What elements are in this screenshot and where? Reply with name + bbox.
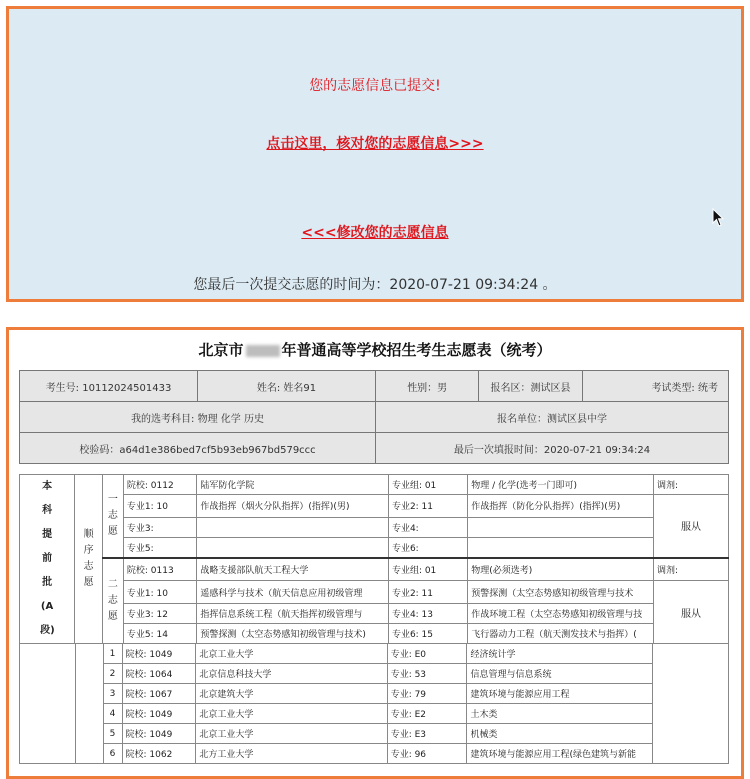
ordered-row2-major-name: 信息管理与信息系统 — [467, 664, 653, 684]
ordered-order-cell — [75, 644, 103, 764]
choice2-major5-code: 专业5: 14 — [123, 624, 197, 644]
ordered-row1-number: 1 — [103, 644, 122, 664]
choice1-college-name: 陆军防化学院 — [197, 475, 389, 495]
last-submit-time: 您最后一次提交志愿的时间为：2020-07-21 09:34:24 。 — [193, 277, 557, 293]
ordered-row4-major-code: 专业: E2 — [387, 704, 467, 724]
choice2-group-name: 物理(必须选考) — [468, 558, 654, 581]
choice1-major2-name: 作战指挥（防化分队指挥）(指挥)(男) — [468, 495, 654, 518]
choice1-major5-name — [197, 537, 389, 558]
ordered-row5-number: 5 — [103, 724, 122, 744]
ordered-row2-number: 2 — [103, 664, 122, 684]
ordered-row3-major-code: 专业: 79 — [387, 684, 467, 704]
choice2-major6-code: 专业6: 15 — [388, 624, 467, 644]
check-volunteer-link[interactable]: 点击这里，核对您的志愿信息>>> — [266, 136, 484, 152]
choice2-major5-name: 预警探测（太空态势感知初级管理与技术) — [197, 624, 389, 644]
ordered-row3-number: 3 — [103, 684, 122, 704]
batch-label: 本科提前批(A段) — [40, 481, 55, 636]
choice2-major1-code: 专业1: 10 — [123, 581, 197, 604]
choice1-major5-code: 专业5: — [123, 537, 197, 558]
choice1-label: 一志愿 — [107, 493, 118, 537]
choice1-major4-code: 专业4: — [388, 517, 467, 537]
choice2-major6-name: 飞行器动力工程（航天测发技术与指挥）( — [468, 624, 654, 644]
choice1-major4-name — [468, 517, 654, 537]
ordered-row1-college-code: 院校: 1049 — [122, 644, 196, 664]
order-label: 顺序志愿 — [83, 529, 94, 588]
last-fill-time: 最后一次填报时间：2020-07-21 09:34:24 — [376, 433, 729, 464]
ordered-row2-college-name: 北京信息科技大学 — [196, 664, 387, 684]
ordered-batch-cell — [20, 644, 76, 764]
form-title-prefix: 北京市 — [198, 341, 244, 359]
ordered-row1-major-code: 专业: E0 — [387, 644, 467, 664]
form-title — [9, 339, 741, 360]
school: 报名单位：测试区县中学 — [376, 402, 729, 433]
gender: 性别：男 — [376, 371, 479, 402]
ordered-row3-college-code: 院校: 1067 — [122, 684, 196, 704]
ordered-row6-college-code: 院校: 1062 — [122, 744, 196, 764]
submit-status-panel — [6, 6, 744, 302]
ordered-row5-college-code: 院校: 1049 — [122, 724, 196, 744]
submitted-message: 您的志愿信息已提交! — [309, 78, 441, 94]
ordered-row6-major-code: 专业: 96 — [387, 744, 467, 764]
choice2-major4-name: 作战环境工程（太空态势感知初级管理与技 — [468, 604, 654, 624]
exam-number: 考生号: 10112024501433 — [20, 371, 198, 402]
student-name: 姓名: 姓名91 — [198, 371, 376, 402]
blurred-year — [246, 345, 280, 357]
ordered-row1-major-name: 经济统计学 — [467, 644, 653, 664]
choice1-major6-name — [468, 537, 654, 558]
ordered-row4-number: 4 — [103, 704, 122, 724]
mouse-cursor-icon — [712, 208, 726, 228]
choice1-college-code: 院校: 0112 — [123, 475, 197, 495]
ordered-row4-college-code: 院校: 1049 — [122, 704, 196, 724]
order-label-cell — [75, 475, 103, 644]
choice2-major3-code: 专业3: 12 — [123, 604, 197, 624]
ordered-row6-number: 6 — [103, 744, 122, 764]
choice1-major3-name — [197, 517, 389, 537]
choice2-major2-name: 预警探测（太空态势感知初级管理与技术 — [468, 581, 654, 604]
batch-label-cell — [20, 475, 75, 644]
district: 报名区：测试区县 — [479, 371, 582, 402]
choice2-label: 二志愿 — [107, 578, 118, 622]
ordered-row5-major-name: 机械类 — [467, 724, 653, 744]
ordered-row1-college-name: 北京工业大学 — [196, 644, 387, 664]
choice1-group-name: 物理 / 化学(选考一门即可) — [468, 475, 654, 495]
choice1-label-cell — [102, 475, 123, 558]
choice1-major1-name: 作战指挥（烟火分队指挥）(指挥)(男) — [197, 495, 389, 518]
choice1-major1-code: 专业1: 10 — [123, 495, 197, 518]
choice2-major2-code: 专业2: 11 — [388, 581, 467, 604]
ordered-row5-college-name: 北京工业大学 — [196, 724, 387, 744]
student-info-table — [19, 370, 729, 464]
form-title-suffix: 年普通高等学校招生考生志愿表（统考） — [281, 341, 552, 359]
choice2-major3-name: 指挥信息系统工程（航天指挥初级管理与 — [197, 604, 389, 624]
ordered-row4-major-name: 土木类 — [467, 704, 653, 724]
ordered-row4-college-name: 北京工业大学 — [196, 704, 387, 724]
choice1-obey: 服从 — [654, 495, 729, 558]
exam-type: 考试类型: 统考 — [582, 371, 728, 402]
checksum: 校验码：a64d1e386bed7cf5b93eb967bd579ccc — [20, 433, 376, 464]
volunteer-table — [19, 474, 729, 644]
choice1-major3-code: 专业3: — [123, 517, 197, 537]
ordered-row3-major-name: 建筑环境与能源应用工程 — [467, 684, 653, 704]
ordered-adjust-cell — [653, 644, 729, 764]
ordered-volunteer-table — [19, 643, 729, 764]
selected-subjects: 我的选考科目: 物理 化学 历史 — [20, 402, 376, 433]
ordered-row6-college-name: 北方工业大学 — [196, 744, 387, 764]
ordered-row2-college-code: 院校: 1064 — [122, 664, 196, 684]
choice2-obey: 服从 — [654, 581, 729, 644]
choice2-major4-code: 专业4: 13 — [388, 604, 467, 624]
choice2-major1-name: 遥感科学与技术（航天信息应用初级管理 — [197, 581, 389, 604]
choice1-major6-code: 专业6: — [388, 537, 467, 558]
volunteer-form-panel — [6, 327, 744, 779]
choice1-group-code: 专业组: 01 — [388, 475, 467, 495]
choice2-college-code: 院校: 0113 — [123, 558, 197, 581]
choice2-label-cell — [102, 558, 123, 644]
choice2-adjust-label: 调剂: — [654, 558, 729, 581]
ordered-row3-college-name: 北京建筑大学 — [196, 684, 387, 704]
choice2-college-name: 战略支援部队航天工程大学 — [197, 558, 389, 581]
ordered-row2-major-code: 专业: 53 — [387, 664, 467, 684]
choice1-major2-code: 专业2: 11 — [388, 495, 467, 518]
choice2-group-code: 专业组: 01 — [388, 558, 467, 581]
ordered-row5-major-code: 专业: E3 — [387, 724, 467, 744]
modify-volunteer-link[interactable]: <<<修改您的志愿信息 — [301, 225, 449, 241]
ordered-row6-major-name: 建筑环境与能源应用工程(绿色建筑与新能 — [467, 744, 653, 764]
choice1-adjust-label: 调剂: — [654, 475, 729, 495]
